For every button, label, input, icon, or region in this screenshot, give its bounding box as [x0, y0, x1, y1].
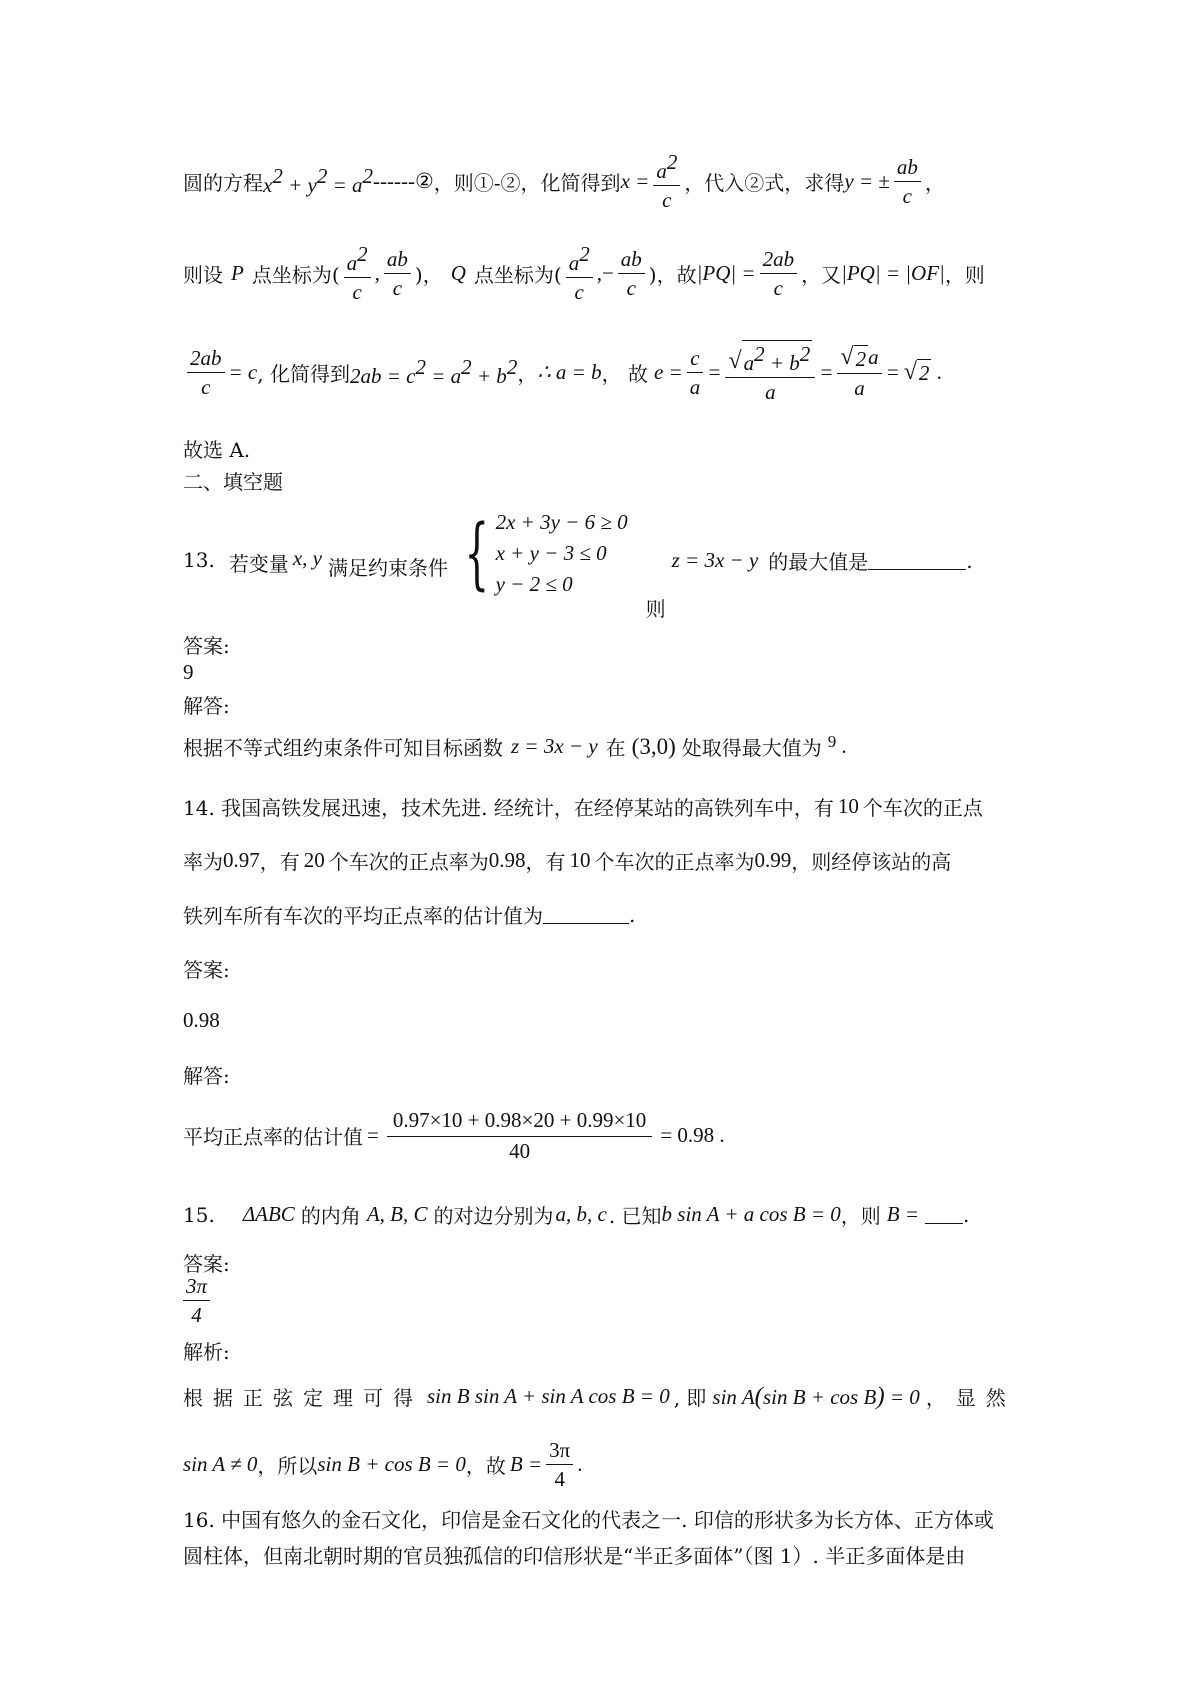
text: ， [517, 361, 538, 386]
answer-label: 答案: [183, 958, 230, 982]
answer-value: 0.98 [183, 1008, 220, 1032]
question-16-line-2: 圆柱体，但南北朝时期的官员独孤信的印信形状是“半正多面体”（图 1）. 半正多面体是由 [183, 1544, 966, 1568]
text: )， [414, 262, 443, 287]
line-eccentricity: $\frac{2ab}{c}$ = c , 化简得到 $2ab = c^2 = a^2 + b^2$ ， ∴ a = b ， 故 e = $\frac{c}{a}$ = √ $a^2 + b^2$ a = √ 2 a a = √ 2 . [183, 340, 942, 404]
answer-value: 9 [183, 660, 194, 684]
question-14-line-2: 率为 0.97 ，有 20 个车次的正点率为 0.98 ，有 10 个车次的正点率为 0.99 ，则经停该站的高 [183, 848, 952, 874]
math-dashes: ------② [373, 168, 434, 193]
line-circle-equation: 圆的方程 $x^2 + y^2 = a^2$ ------② ，则①-②，化简得到 x = $\frac{a^2}{c}$ ，代入②式，求得 y = ± $\frac{ab}{c}$ ， [183, 150, 945, 213]
text: 则设 [183, 262, 223, 287]
solution-label: 解答: [183, 1064, 230, 1088]
text: )，故 [648, 262, 697, 287]
answer-value: $\frac{3\pi}{4}$ [183, 1274, 210, 1327]
solution-15-line-1: 根据正弦定理可得 sin B sin A + sin A cos B = 0 , 即 sin A(sin B + cos B) = 0 ，显然 [183, 1382, 1016, 1410]
text: ，则①-②，化简得到 [433, 170, 621, 195]
line-points-pq: 则设 P 点坐标为( $\frac{a^2}{c}$ , $\frac{ab}{c}$ )， Q 点坐标为( $\frac{a^2}{c}$ ,− $\frac{ab}{c}$ )，故 |PQ| = $\frac{2ab}{c}$ ，又 |PQ| = |OF| ，则 [183, 242, 985, 305]
answer-blank[interactable] [543, 905, 629, 924]
question-16-line-1: 16. 中国有悠久的金石文化，印信是金石文化的代表之一. 印信的形状多为长方体、正方体或 [183, 1508, 994, 1532]
text: ，则 [944, 262, 985, 287]
fraction-a2-over-c: $\frac{a^2}{c}$ [653, 150, 680, 212]
fraction-ab-over-c: $\frac{ab}{c}$ [894, 155, 921, 208]
text: 点坐标为( [473, 262, 562, 287]
text: , 化简得到 [257, 361, 350, 386]
answer-label: 答案: [183, 1252, 230, 1276]
text: ， 故 [601, 361, 648, 386]
solution-label: 解析: [183, 1340, 230, 1364]
solution-label: 解答: [183, 694, 230, 718]
question-14-line-1: 14. 我国高铁发展迅速，技术先进. 经统计，在经停某站的高铁列车中，有 10 个车次的正点 [183, 794, 983, 820]
question-13: 13. 若变量 x, y 满足约束条件 { 2x + 3y − 6 ≥ 0 x + y − 3 ≤ 0 y − 2 ≤ 0 z = 3x − y 的最大值是 . 则 [183, 508, 973, 621]
text: ，又 [801, 262, 842, 287]
text: ，代入②式，求得 [684, 170, 845, 195]
answer-label: 答案: [183, 634, 230, 658]
question-15: 15. ΔABC 的内角 A, B, C 的对边分别为 a, b, c . 已知 b sin A + a cos B = 0 ，则 B = . [183, 1202, 970, 1228]
solution-15-line-2: sin A ≠ 0 ，所以 sin B + cos B = 0 ，故 B = $\frac{3\pi}{4}$ . [183, 1438, 583, 1492]
math-y: y = ± [844, 168, 890, 193]
answer-choice: 故选 A. [183, 438, 251, 462]
solution-13: 根据不等式组约束条件可知目标函数 z = 3x − y 在 (3,0) 处取得最大值为 9 . [183, 731, 847, 760]
solution-14: 平均正点率的估计值 = $\frac{0.97\times 10 + 0.98\times 20 + 0.99\times 10}{40}$ = 0.98 . [183, 1108, 725, 1164]
text: 点坐标为( [251, 262, 340, 287]
question-14-line-3: 铁列车所有车次的平均正点率的估计值为 . [183, 902, 636, 928]
section-heading: 二、填空题 [183, 470, 283, 494]
math-circle: $x^2 + y^2 = a^2$ [263, 164, 373, 198]
text: 圆的方程 [183, 170, 263, 195]
math-x: x = [620, 168, 650, 193]
answer-blank[interactable] [868, 551, 966, 570]
answer-blank[interactable] [925, 1205, 963, 1224]
constraint-system: { 2x + 3y − 6 ≥ 0 x + y − 3 ≤ 0 y − 2 ≤ 0 [464, 508, 628, 599]
